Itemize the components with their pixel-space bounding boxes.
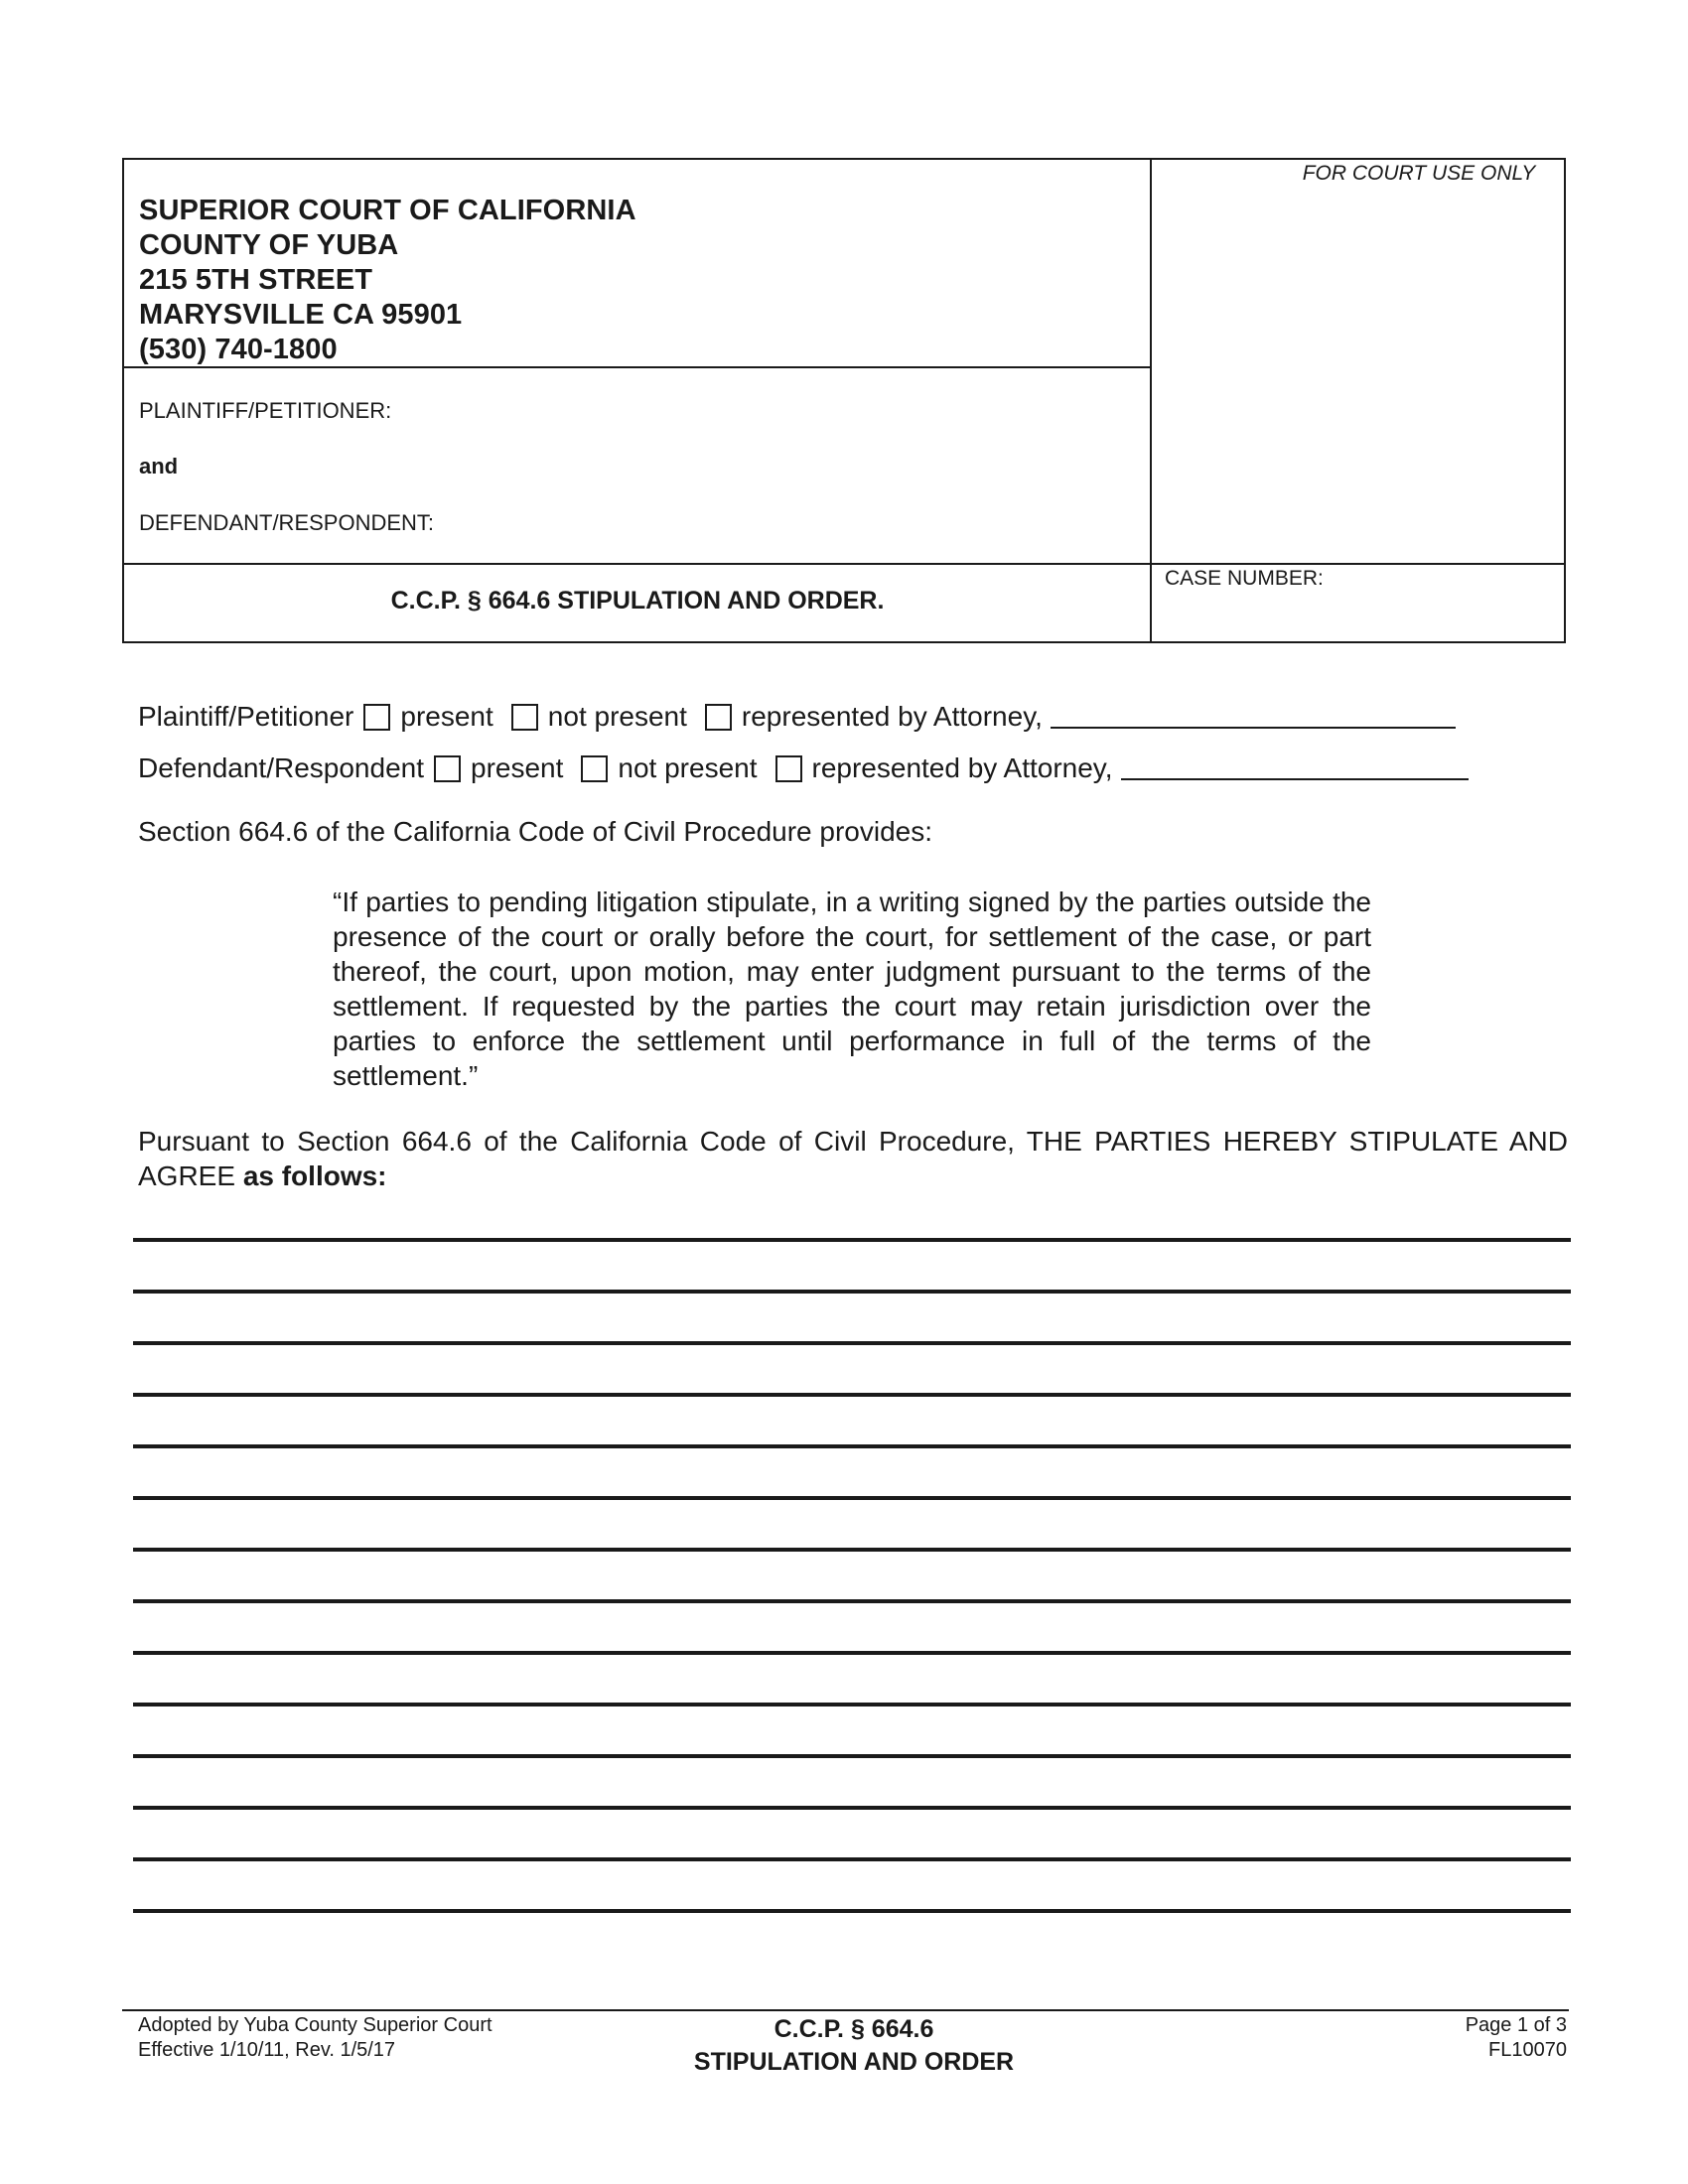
form-title: C.C.P. § 664.6 STIPULATION AND ORDER. [390,587,885,614]
court-phone: (530) 740-1800 [139,334,338,365]
defendant-attendance-row [138,749,1469,788]
stipulation-line-12[interactable] [133,1806,1571,1810]
section-intro: Section 664.6 of the California Code of Civil Procedure provides: [138,816,932,847]
footer-page-number: Page 1 of 3 [1465,2014,1567,2036]
stipulation-line-14[interactable] [133,1909,1571,1913]
stipulation-line-5[interactable] [133,1444,1571,1448]
plaintiff-not-present-label: not present [547,701,687,732]
parties-divider [124,563,1564,565]
plaintiff-attorney-label: represented by Attorney, [741,701,1043,732]
court-county: COUNTY OF YUBA [139,229,399,261]
footer-title-line2: STIPULATION AND ORDER [693,2048,1015,2076]
stipulation-line-4[interactable] [133,1393,1571,1397]
footer-title-line1: C.C.P. § 664.6 [774,2015,934,2043]
court-name: SUPERIOR COURT OF CALIFORNIA [139,195,636,226]
court-street: 215 5TH STREET [139,264,373,296]
case-number-label: CASE NUMBER: [1165,567,1324,590]
stipulation-line-11[interactable] [133,1754,1571,1758]
footer-form-number: FL10070 [1488,2039,1567,2061]
court-use-only-label: FOR COURT USE ONLY [1302,162,1536,185]
stipulation-intro-bold: as follows: [242,1160,387,1191]
defendant-attorney-checkbox[interactable] [775,755,802,782]
statute-quote: “If parties to pending litigation stipulate, in a writing signed by the parties outside the presence of the court or orally before the court, for settlement of the case, or part thereof, the court, upon motion, may enter judgment pursuant to the terms of the settlement. If requested by the parties the court may retain jurisdiction over the parties to enforce the settlement until performance in full of the terms of the settlement.” [333,887,1371,1091]
plaintiff-present-checkbox[interactable] [363,704,390,731]
plaintiff-attendance-row [138,697,1456,737]
defendant-not-present-checkbox[interactable] [581,755,608,782]
plaintiff-not-present-checkbox[interactable] [511,704,538,731]
footer-rule [122,2009,1569,2011]
plaintiff-present-label: present [400,701,493,732]
stipulation-line-8[interactable] [133,1599,1571,1603]
defendant-present-label: present [471,752,564,783]
plaintiff-attendance-label: Plaintiff/Petitioner [138,701,354,732]
plaintiff-label: PLAINTIFF/PETITIONER: [139,398,392,423]
stipulation-line-2[interactable] [133,1290,1571,1294]
defendant-not-present-label: not present [618,752,758,783]
stipulation-intro-text: Pursuant to Section 664.6 of the California Code of Civil Procedure, THE PARTIES HEREBY STIPULATE AND AGREE [138,1126,1568,1191]
and-label: and [139,454,179,478]
stipulation-line-7[interactable] [133,1548,1571,1552]
stipulation-line-1[interactable] [133,1238,1571,1242]
plaintiff-attorney-checkbox[interactable] [705,704,732,731]
defendant-attorney-field[interactable] [1121,778,1469,780]
stipulation-line-9[interactable] [133,1651,1571,1655]
defendant-attorney-label: represented by Attorney, [811,752,1113,783]
court-info [139,194,636,367]
footer-left [138,2013,492,2063]
footer-center [596,2013,1112,2079]
defendant-label: DEFENDANT/RESPONDENT: [139,510,435,535]
footer-right [1370,2013,1567,2063]
defendant-present-checkbox[interactable] [434,755,461,782]
plaintiff-attorney-field[interactable] [1051,727,1456,729]
defendant-attendance-label: Defendant/Respondent [138,752,424,783]
court-city: MARYSVILLE CA 95901 [139,299,463,331]
stipulation-line-13[interactable] [133,1857,1571,1861]
caption-divider-vertical [1150,160,1152,641]
footer-adopted-by: Adopted by Yuba County Superior Court [138,2014,492,2036]
footer-effective: Effective 1/10/11, Rev. 1/5/17 [138,2039,396,2061]
stipulation-line-6[interactable] [133,1496,1571,1500]
caption-box [122,158,1566,643]
stipulation-intro [138,1124,1568,1193]
stipulation-line-10[interactable] [133,1703,1571,1706]
stipulation-line-3[interactable] [133,1341,1571,1345]
